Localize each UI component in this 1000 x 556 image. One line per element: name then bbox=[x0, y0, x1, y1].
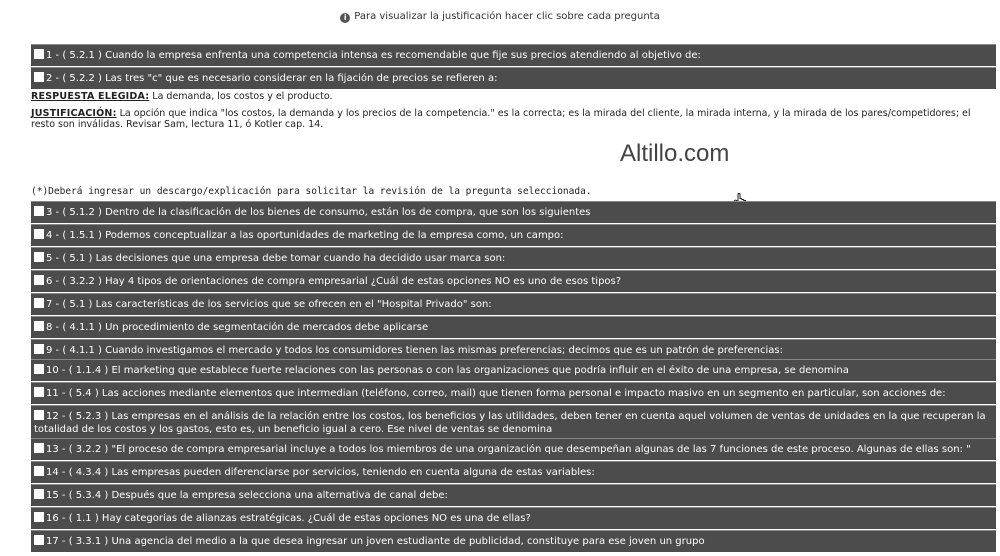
checkbox-icon[interactable] bbox=[34, 206, 44, 216]
watermark-logo: Altillo.com bbox=[620, 140, 730, 167]
info-icon: i bbox=[340, 13, 350, 23]
checkbox-icon[interactable] bbox=[34, 49, 44, 59]
checkbox-icon[interactable] bbox=[34, 364, 44, 374]
question-row-5[interactable] bbox=[31, 247, 996, 269]
respuesta-label: RESPUESTA ELEGIDA: bbox=[31, 91, 150, 102]
question-row-4[interactable] bbox=[31, 224, 996, 246]
question-text: 6 - ( 3.2.2 ) Hay 4 tipos de orientaciones de compra empresarial ¿Cuál de estas opciones NO es uno de esos tipos? bbox=[46, 276, 622, 287]
question-row-15[interactable] bbox=[31, 484, 996, 506]
question-row-1[interactable] bbox=[31, 44, 996, 66]
question-text: 1 - ( 5.2.1 ) Cuando la empresa enfrenta una competencia intensa es recomendable que fije sus precios atendiendo al objetivo de: bbox=[46, 50, 701, 61]
question-text: 12 - ( 5.2.3 ) Las empresas en el análisis de la relación entre los costos, los beneficios y las utilidades, deben tener en cuenta aquel volumen de ventas de unidades en la que recuperan la totalidad de los costos y los gastos, esto es, un beneficio igual a cero. Ese nivel de ventas se denomina bbox=[34, 411, 986, 435]
question-text: 10 - ( 1.1.4 ) El marketing que establece fuerte relaciones con las personas o con las organizaciones que podría influir en el éxito de una empresa, se denomina bbox=[46, 365, 849, 376]
question-row-8[interactable] bbox=[31, 316, 996, 338]
question-row-17[interactable] bbox=[31, 530, 996, 552]
question-row-16[interactable] bbox=[31, 507, 996, 529]
question-text: 8 - ( 4.1.1 ) Un procedimiento de segmentación de mercados debe aplicarse bbox=[46, 322, 429, 333]
question-text: 7 - ( 5.1 ) Las características de los servicios que se ofrecen en el "Hospital Privado" son: bbox=[46, 299, 492, 310]
selected-answer bbox=[31, 91, 981, 102]
question-row-7[interactable] bbox=[31, 293, 996, 315]
question-text: 16 - ( 1.1 ) Hay categorías de alianzas estratégicas. ¿Cuál de estas opciones NO es una de ellas? bbox=[46, 513, 531, 524]
justification bbox=[31, 108, 981, 130]
question-text: 17 - ( 3.3.1 ) Una agencia del medio a la que desea ingresar un joven estudiante de publicidad, constituye para ese joven un grupo bbox=[46, 536, 705, 547]
question-text: 13 - ( 3.2.2 ) "El proceso de compra empresarial incluye a todos los miembros de una organización que desempeñan algunas de las 7 funciones de este proceso. Algunas de ellas son: " bbox=[46, 444, 971, 455]
hint-text: Para visualizar la justificación hacer clic sobre cada pregunta bbox=[354, 11, 660, 22]
question-row-13[interactable] bbox=[31, 438, 996, 460]
question-row-2[interactable] bbox=[31, 67, 996, 89]
question-row-6[interactable] bbox=[31, 270, 996, 292]
checkbox-icon[interactable] bbox=[34, 443, 44, 453]
instructions-hint bbox=[0, 11, 1000, 23]
question-row-3[interactable] bbox=[31, 201, 996, 223]
checkbox-icon[interactable] bbox=[34, 410, 44, 420]
question-row-14[interactable] bbox=[31, 461, 996, 483]
question-text: 14 - ( 4.3.4 ) Las empresas pueden diferenciarse por servicios, teniendo en cuenta alguna de estas variables: bbox=[46, 467, 595, 478]
checkbox-icon[interactable] bbox=[34, 512, 44, 522]
question-row-11[interactable] bbox=[31, 382, 996, 404]
question-row-10[interactable] bbox=[31, 359, 996, 381]
question-row-9[interactable] bbox=[31, 339, 996, 361]
checkbox-icon[interactable] bbox=[34, 535, 44, 545]
respuesta-text: La demanda, los costos y el producto. bbox=[152, 91, 333, 102]
question-text: 3 - ( 5.1.2 ) Dentro de la clasificación de los bienes de consumo, están los de compra, que son los siguientes bbox=[46, 207, 591, 218]
question-text: 9 - ( 4.1.1 ) Cuando investigamos el mercado y todos los consumidores tienen las mismas preferencias; decimos que es un patrón de preferencias: bbox=[46, 345, 783, 356]
question-text: 2 - ( 5.2.2 ) Las tres "c" que es necesario considerar en la fijación de precios se refieren a: bbox=[46, 73, 498, 84]
question-text: 15 - ( 5.3.4 ) Después que la empresa selecciona una alternativa de canal debe: bbox=[46, 490, 448, 501]
review-note: (*)Deberá ingresar un descargo/explicación para solicitar la revisión de la pregunta seleccionada. bbox=[31, 186, 592, 197]
checkbox-icon[interactable] bbox=[34, 321, 44, 331]
checkbox-icon[interactable] bbox=[34, 298, 44, 308]
justificacion-label: JUSTIFICACIÓN: bbox=[31, 108, 117, 119]
checkbox-icon[interactable] bbox=[34, 466, 44, 476]
checkbox-icon[interactable] bbox=[34, 252, 44, 262]
question-text: 4 - ( 1.5.1 ) Podemos conceptualizar a las oportunidades de marketing de la empresa como, un campo: bbox=[46, 230, 564, 241]
checkbox-icon[interactable] bbox=[34, 229, 44, 239]
checkbox-icon[interactable] bbox=[34, 275, 44, 285]
checkbox-icon[interactable] bbox=[34, 72, 44, 82]
justificacion-text: La opción que indica "los costos, la demanda y los precios de la competencia." es la correcta; es la mirada del cliente, la mirada interna, y la mirada de los pares/competidores; el resto son inválidas. Revisar Sam, lectura 11, ó Kotler cap. 14. bbox=[31, 108, 971, 130]
checkbox-icon[interactable] bbox=[34, 344, 44, 354]
checkbox-icon[interactable] bbox=[34, 387, 44, 397]
question-text: 11 - ( 5.4 ) Las acciones mediante elementos que intermedian (teléfono, correo, mail) que tienen forma personal e impacto masivo en un segmento en particular, son acciones de: bbox=[46, 388, 946, 399]
checkbox-icon[interactable] bbox=[34, 489, 44, 499]
question-text: 5 - ( 5.1 ) Las decisiones que una empresa debe tomar cuando ha decidido usar marca son: bbox=[46, 253, 506, 264]
question-row-12[interactable] bbox=[31, 405, 996, 440]
